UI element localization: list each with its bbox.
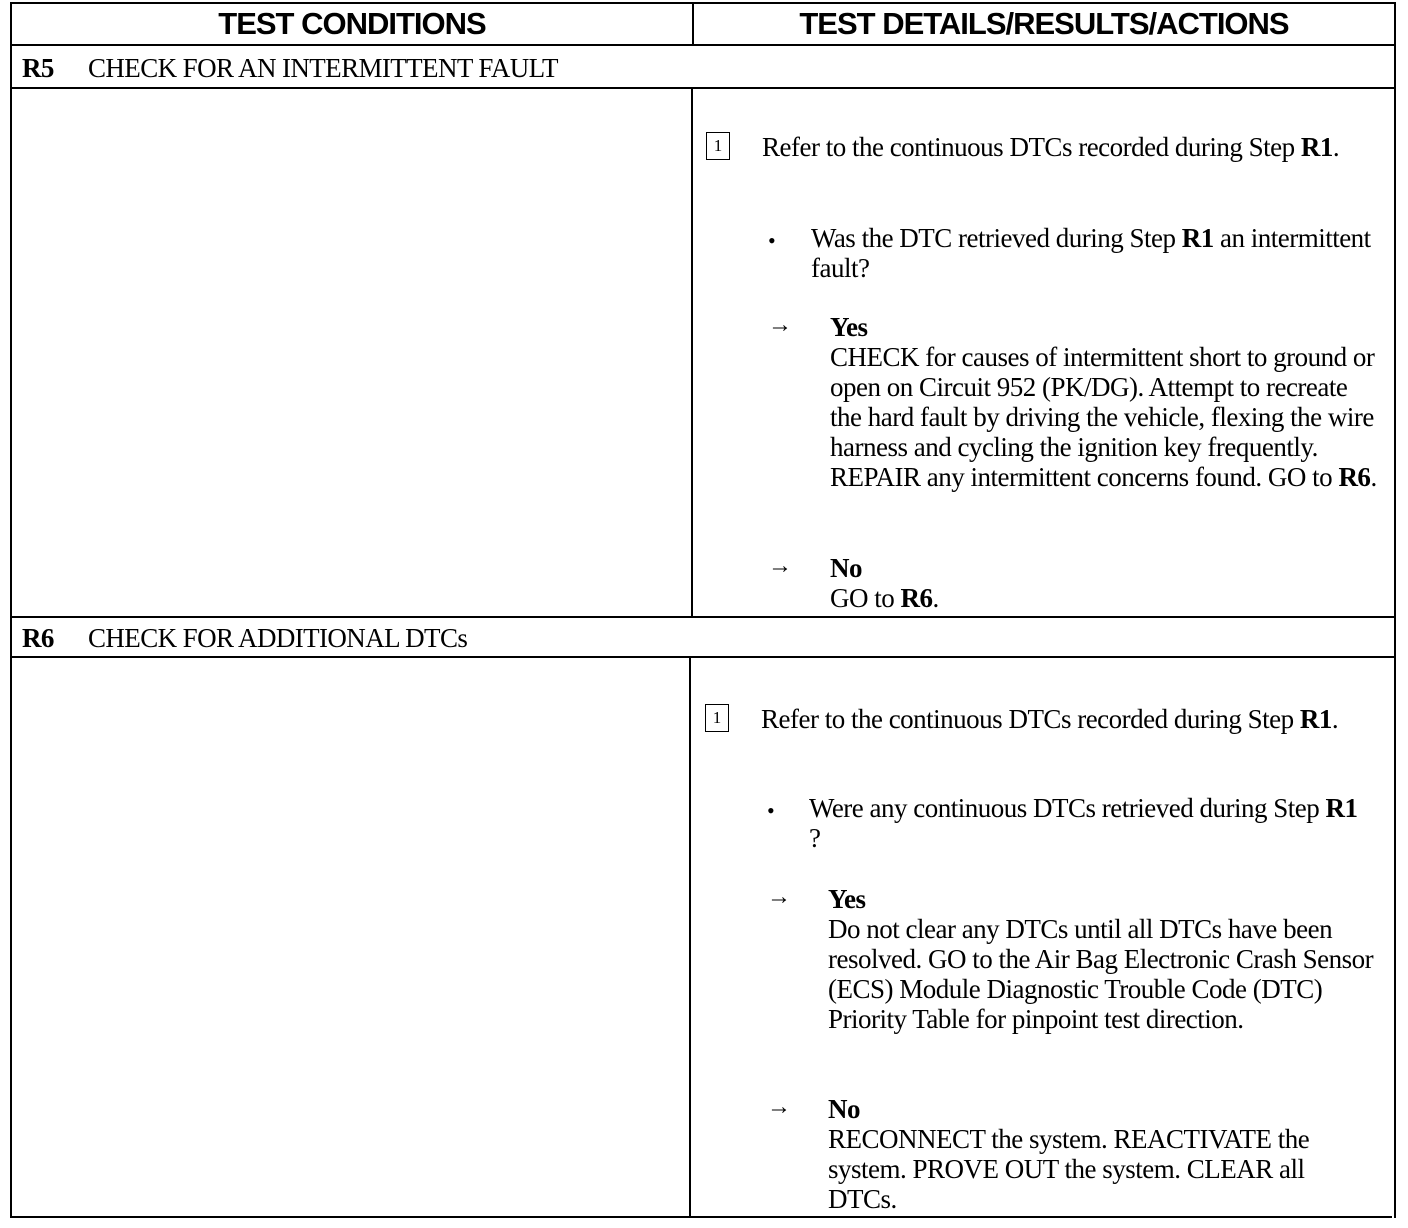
r6-no-text: RECONNECT the system. REACTIVATE the system. PROVE OUT the system. CLEAR all DTCs.: [828, 1124, 1310, 1214]
r5-no-ref: R6: [900, 583, 933, 613]
header-test-conditions: TEST CONDITIONS: [218, 5, 486, 41]
table-right-border: [1394, 2, 1396, 1218]
r6-instruction-ref: R1: [1299, 704, 1332, 734]
r5-column-divider: [691, 88, 693, 617]
r5-yes-text: CHECK for causes of intermittent short to ground or open on Circuit 952 (PK/DG). Attempt to recreate the hard fault by driving the vehicle, flexing the wire harness and cycling the ignition key frequently. REPAIR any intermittent concerns found. GO to: [830, 342, 1375, 492]
r5-instruction-ref: R1: [1300, 132, 1333, 162]
r6-instruction: Refer to the continuous DTCs recorded during Step R1.: [761, 704, 1339, 734]
header-test-details: TEST DETAILS/RESULTS/ACTIONS: [799, 5, 1289, 41]
r6-question-tail: ?: [809, 823, 821, 853]
section-r5-title: CHECK FOR AN INTERMITTENT FAULT: [88, 52, 558, 83]
r6-question: [809, 793, 1369, 853]
r5-body-bottom-border: [10, 616, 1396, 618]
r6-yes-answer: [828, 884, 1378, 1034]
r5-question: [811, 223, 1371, 283]
r6-question-text: Were any continuous DTCs retrieved during Step: [809, 793, 1320, 823]
r6-yes-label: Yes: [828, 884, 866, 914]
right-arrow-icon: →: [767, 1094, 791, 1120]
r6-question-ref: R1: [1325, 793, 1358, 823]
right-arrow-icon: →: [768, 312, 792, 338]
section-r6-title: CHECK FOR ADDITIONAL DTCs: [88, 622, 468, 653]
r6-column-divider: [689, 657, 691, 1217]
right-arrow-icon: →: [767, 884, 791, 910]
r5-yes-label: Yes: [830, 312, 868, 342]
r5-no-answer: No GO to R6.: [830, 553, 1380, 613]
section-r5-heading: [22, 49, 558, 87]
right-arrow-icon: →: [768, 553, 792, 579]
r6-step-number-box: 1: [705, 704, 729, 732]
r5-row-bottom-border: [10, 87, 1396, 89]
r5-step-number-box: 1: [706, 132, 730, 160]
r5-question-ref: R1: [1181, 223, 1214, 253]
r6-no-label: No: [828, 1094, 860, 1124]
section-r6-heading: [22, 619, 467, 657]
r5-question-tail: an intermittent fault?: [811, 223, 1371, 283]
r5-no-label: No: [830, 553, 862, 583]
section-r6-id: R6: [22, 622, 54, 653]
bullet-icon: •: [767, 798, 775, 823]
section-r5-id: R5: [22, 52, 54, 83]
table-bottom-border: [10, 1216, 1392, 1218]
r6-no-answer: [828, 1094, 1368, 1214]
r5-instruction: Refer to the continuous DTCs recorded during Step R1.: [762, 132, 1340, 162]
r5-no-text: GO to: [830, 583, 895, 613]
r5-question-text: Was the DTC retrieved during Step: [811, 223, 1176, 253]
r5-instruction-text: Refer to the continuous DTCs recorded during Step: [762, 132, 1295, 162]
r6-instruction-text: Refer to the continuous DTCs recorded during Step: [761, 704, 1294, 734]
r5-yes-answer: Yes CHECK for causes of intermittent short to ground or open on Circuit 952 (PK/DG). Attempt to recreate the hard fault by driving the vehicle, flexing the wire harness and cycling the ignition key frequently. REPAIR any intermittent concerns found. GO to R6.: [830, 312, 1380, 492]
table-left-border: [10, 2, 12, 1218]
bullet-icon: •: [768, 228, 776, 253]
r5-yes-ref: R6: [1338, 462, 1371, 492]
r6-yes-text: Do not clear any DTCs until all DTCs have been resolved. GO to the Air Bag Electronic Crash Sensor (ECS) Module Diagnostic Trouble Code (DTC) Priority Table for pinpoint test direction.: [828, 914, 1374, 1034]
header-bottom-border: [10, 44, 1396, 46]
